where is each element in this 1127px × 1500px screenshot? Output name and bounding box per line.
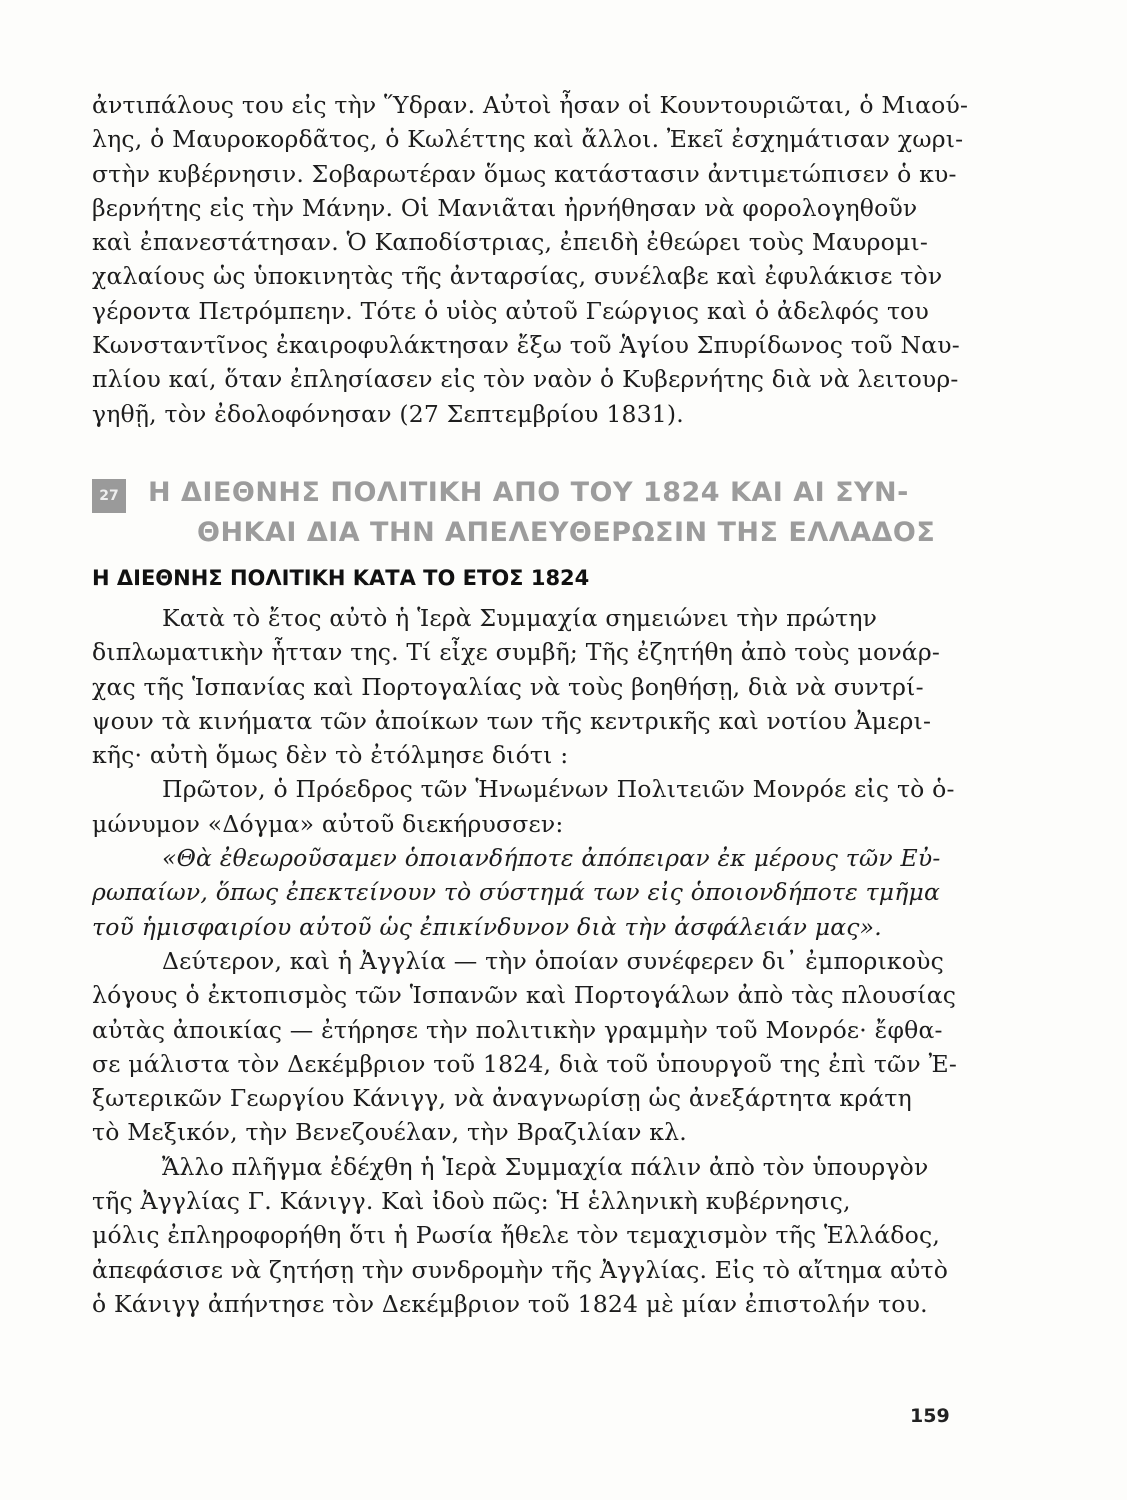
text-line: Κωνσταντῖνος ἐκαιροφυλάκτησαν ἔξω τοῦ Ἁγίου Σπυρίδωνος τοῦ Ναυ- (92, 331, 960, 360)
text-line: Πρῶτον, ὁ Πρόεδρος τῶν Ἡνωμένων Πολιτειῶν Μονρόε εἰς τὸ ὁ- (162, 775, 955, 804)
section-number-icon: 27 (92, 479, 126, 513)
text-line: τὸ Μεξικόν, τὴν Βενεζουέλαν, τὴν Βραζιλίαν κλ. (92, 1118, 687, 1147)
page-content (92, 88, 969, 1321)
text-line: γέροντα Πετρόμπεην. Τότε ὁ υἱὸς αὐτοῦ Γεώργιος καὶ ὁ ἀδελφός του (92, 296, 929, 325)
text-line: ξωτερικῶν Γεωργίου Κάνιγγ, νὰ ἀναγνωρίσῃ ὡς ἀνεξάρτητα κράτη (92, 1084, 912, 1113)
text-line: χας τῆς Ἱσπανίας καὶ Πορτογαλίας νὰ τοὺς βοηθήσῃ, διὰ νὰ συντρί- (92, 672, 924, 701)
intro-paragraph (92, 88, 969, 431)
text-line: λόγους ὁ ἐκτοπισμὸς τῶν Ἱσπανῶν καὶ Πορτογάλων ἀπὸ τὰς πλουσίας (92, 981, 957, 1010)
text-line: Ἄλλο πλῆγμα ἐδέχθη ἡ Ἱερὰ Συμμαχία πάλιν ἀπὸ τὸν ὑπουργὸν (162, 1152, 929, 1181)
text-line: βερνήτης εἰς τὴν Μάνην. Οἱ Μανιᾶται ἠρνήθησαν νὰ φορολογηθοῦν (92, 193, 918, 222)
text-line: διπλωματικὴν ἧτταν της. Τί εἶχε συμβῆ; Τῆς ἐζητήθη ἀπὸ τοὺς μονάρ- (92, 638, 941, 667)
text-line: πλίου καί, ὅταν ἐπλησίασεν εἰς τὸν ναὸν ὁ Κυβερνήτης διὰ νὰ λειτουρ- (92, 365, 959, 394)
text-line: καὶ ἐπανεστάτησαν. Ὁ Καποδίστριας, ἐπειδὴ ἐθεώρει τοὺς Μαυρομι- (92, 228, 929, 257)
text-line: μώνυμον «Δόγμα» αὐτοῦ διεκήρυσσεν: (92, 809, 564, 838)
text-line: χαλαίους ὡς ὑποκινητὰς τῆς ἀνταρσίας, συνέλαβε καὶ ἐφυλάκισε τὸν (92, 262, 943, 291)
quote-line: τοῦ ἡμισφαιρίου αὐτοῦ ὡς ἐπικίνδυνον διὰ τὴν ἀσφάλειάν μας». (92, 912, 882, 941)
text-line: ὁ Κάνιγγ ἀπήντησε τὸν Δεκέμβριον τοῦ 1824 μὲ μίαν ἐπιστολήν του. (92, 1289, 928, 1318)
page-number: 159 (910, 1405, 950, 1427)
text-line: ἀντιπάλους του εἰς τὴν Ὕδραν. Αὐτοὶ ἦσαν οἱ Κουντουριῶται, ὁ Μιαού- (92, 91, 969, 119)
text-line: σε μάλιστα τὸν Δεκέμβριον τοῦ 1824, διὰ τοῦ ὑπουργοῦ της ἐπὶ τῶν Ἐ- (92, 1049, 957, 1078)
text-line: Κατὰ τὸ ἔτος αὐτὸ ἡ Ἱερὰ Συμμαχία σημειώνει τὴν πρώτην (162, 603, 878, 632)
text-line: μόλις ἐπληροφορήθη ὅτι ἡ Ρωσία ἤθελε τὸν τεμαχισμὸν τῆς Ἑλλάδος, (92, 1221, 941, 1250)
text-line: Δεύτερον, καὶ ἡ Ἀγγλία — τὴν ὁποίαν συνέφερεν δι᾽ ἐμπορικοὺς (162, 946, 945, 975)
body-text (92, 601, 957, 1321)
subheading: Η ΔΙΕΘΝΗΣ ΠΟΛΙΤΙΚΗ ΚΑΤΑ ΤΟ ΕΤΟΣ 1824 (92, 565, 590, 590)
text-line: στὴν κυβέρνησιν. Σοβαρωτέραν ὅμως κατάστασιν ἀντιμετώπισεν ὁ κυ- (92, 159, 957, 188)
text-line: γηθῇ, τὸν ἐδολοφόνησαν (27 Σεπτεμβρίου 1831). (92, 399, 684, 428)
quote-line: ρωπαίων, ὅπως ἐπεκτείνουν τὸ σύστημά των εἰς ὁποιονδήποτε τμῆμα (92, 878, 941, 907)
text-line: τῆς Ἀγγλίας Γ. Κάνιγγ. Καὶ ἰδοὺ πῶς: Ἡ ἑλληνικὴ κυβέρνησις, (92, 1187, 851, 1216)
section-title-line-2: ΘΗΚΑΙ ΔΙΑ ΤΗΝ ΑΠΕΛΕΥΘΕΡΩΣΙΝ ΤΗΣ ΕΛΛΑΔΟΣ (197, 516, 936, 548)
text-line: κῆς· αὐτὴ ὅμως δὲν τὸ ἐτόλμησε διότι : (92, 741, 569, 770)
section-title-line-1: Η ΔΙΕΘΝΗΣ ΠΟΛΙΤΙΚΗ ΑΠΟ ΤΟΥ 1824 ΚΑΙ ΑΙ ΣΥΝ- (148, 476, 909, 508)
text-line: αὐτὰς ἀποικίας — ἐτήρησε τὴν πολιτικὴν γραμμὴν τοῦ Μονρόε· ἔφθα- (92, 1015, 943, 1044)
text-line: ἀπεφάσισε νὰ ζητήσῃ τὴν συνδρομὴν τῆς Ἀγγλίας. Εἰς τὸ αἴτημα αὐτὸ (92, 1255, 949, 1284)
text-line: ψουν τὰ κινήματα τῶν ἀποίκων των τῆς κεντρικῆς καὶ νοτίου Ἀμερι- (92, 706, 932, 735)
text-line: λης, ὁ Μαυροκορδᾶτος, ὁ Κωλέττης καὶ ἄλλοι. Ἐκεῖ ἐσχημάτισαν χωρι- (92, 125, 964, 154)
quote-line: «Θὰ ἐθεωροῦσαμεν ὁποιανδήποτε ἀπόπειραν ἐκ μέρους τῶν Εὐ- (162, 844, 941, 873)
section-heading (92, 473, 947, 553)
